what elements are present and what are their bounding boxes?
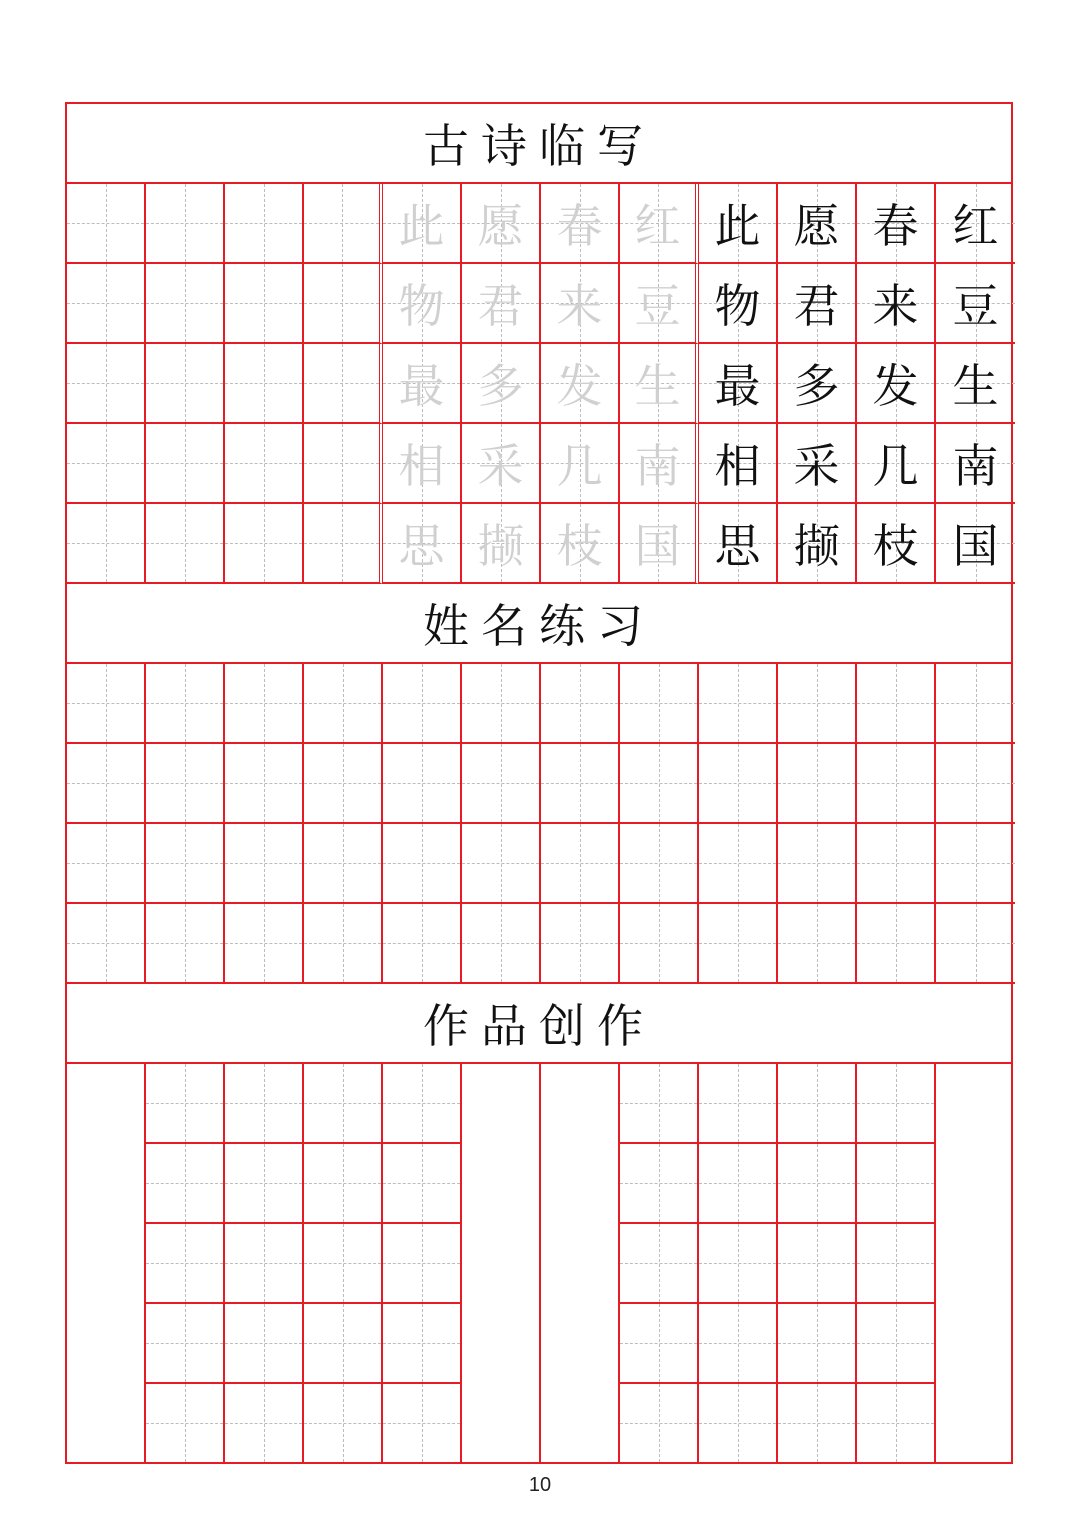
- grid-cell[interactable]: [462, 184, 541, 264]
- grid-cell[interactable]: [620, 1384, 699, 1464]
- grid-cell[interactable]: [699, 504, 778, 584]
- blank-column-strip: [541, 1064, 620, 1462]
- grid-cell[interactable]: [225, 504, 304, 584]
- grid-cell[interactable]: [67, 664, 146, 744]
- grid-cell[interactable]: [541, 504, 620, 584]
- grid-cell[interactable]: [541, 184, 620, 264]
- grid-cell[interactable]: [857, 1304, 936, 1384]
- grid-cell[interactable]: [699, 424, 778, 504]
- grid-cell[interactable]: [146, 664, 225, 744]
- grid-cell[interactable]: [936, 264, 1015, 344]
- grid-cell[interactable]: [699, 184, 778, 264]
- grid-cell[interactable]: [699, 1384, 778, 1464]
- grid-cell[interactable]: [936, 904, 1015, 984]
- grid-cell[interactable]: [383, 344, 462, 424]
- grid-cell[interactable]: [304, 424, 383, 504]
- grid-cell[interactable]: [857, 824, 936, 904]
- grid-cell[interactable]: [146, 424, 225, 504]
- model-character: 红: [952, 199, 999, 253]
- grid-cell[interactable]: [304, 264, 383, 344]
- trace-character: 豆: [634, 279, 681, 333]
- grid-cell[interactable]: [699, 664, 778, 744]
- grid-cell[interactable]: [620, 1224, 699, 1304]
- poem-copy-title: 古诗临写: [423, 119, 655, 173]
- grid-cell[interactable]: [541, 824, 620, 904]
- grid-cell[interactable]: [620, 424, 699, 504]
- model-character: 撷: [793, 519, 840, 573]
- grid-cell[interactable]: [383, 1064, 462, 1144]
- grid-cell[interactable]: [383, 504, 462, 584]
- trace-character: 此: [398, 199, 445, 253]
- grid-cell[interactable]: [778, 344, 857, 424]
- grid-cell[interactable]: [699, 1224, 778, 1304]
- grid-cell[interactable]: [146, 744, 225, 824]
- model-character: 生: [952, 359, 999, 413]
- model-character: 采: [793, 439, 840, 493]
- grid-cell[interactable]: [67, 424, 146, 504]
- grid-cell[interactable]: [225, 424, 304, 504]
- grid-cell[interactable]: [225, 904, 304, 984]
- grid-cell[interactable]: [304, 1064, 383, 1144]
- grid-cell[interactable]: [462, 504, 541, 584]
- grid-cell[interactable]: [225, 184, 304, 264]
- grid-cell[interactable]: [67, 904, 146, 984]
- grid-cell[interactable]: [778, 1384, 857, 1464]
- grid-cell[interactable]: [462, 264, 541, 344]
- name-practice-header: [67, 584, 1011, 664]
- trace-character: 国: [634, 519, 681, 573]
- grid-cell[interactable]: [225, 1064, 304, 1144]
- grid-cell[interactable]: [225, 1144, 304, 1224]
- grid-cell[interactable]: [146, 1064, 225, 1144]
- grid-cell[interactable]: [146, 904, 225, 984]
- grid-cell[interactable]: [620, 504, 699, 584]
- grid-cell[interactable]: [778, 904, 857, 984]
- grid-cell[interactable]: [462, 344, 541, 424]
- grid-cell[interactable]: [778, 264, 857, 344]
- blank-column-strip: [936, 1064, 1015, 1462]
- page-number: 10: [528, 1474, 552, 1496]
- grid-cell[interactable]: [699, 344, 778, 424]
- grid-cell[interactable]: [67, 824, 146, 904]
- model-character: 南: [952, 439, 999, 493]
- grid-cell[interactable]: [620, 344, 699, 424]
- grid-cell[interactable]: [857, 1224, 936, 1304]
- grid-cell[interactable]: [146, 1144, 225, 1224]
- grid-cell[interactable]: [225, 664, 304, 744]
- grid-cell[interactable]: [225, 1384, 304, 1464]
- grid-cell[interactable]: [146, 1384, 225, 1464]
- grid-cell[interactable]: [699, 1064, 778, 1144]
- model-character: 春: [872, 199, 919, 253]
- grid-cell[interactable]: [699, 1144, 778, 1224]
- grid-cell[interactable]: [936, 424, 1015, 504]
- trace-character: 思: [398, 519, 445, 573]
- model-character: 愿: [793, 199, 840, 253]
- model-character: 国: [952, 519, 999, 573]
- trace-character: 生: [634, 359, 681, 413]
- grid-cell[interactable]: [541, 904, 620, 984]
- trace-character: 多: [477, 359, 524, 413]
- grid-cell[interactable]: [383, 184, 462, 264]
- grid-cell[interactable]: [462, 664, 541, 744]
- grid-cell[interactable]: [383, 1144, 462, 1224]
- grid-cell[interactable]: [383, 424, 462, 504]
- grid-cell[interactable]: [304, 1384, 383, 1464]
- grid-cell[interactable]: [146, 344, 225, 424]
- grid-cell[interactable]: [778, 184, 857, 264]
- grid-cell[interactable]: [936, 184, 1015, 264]
- grid-cell[interactable]: [383, 1384, 462, 1464]
- blank-column-strip: [462, 1064, 541, 1462]
- grid-cell[interactable]: [857, 1064, 936, 1144]
- grid-cell[interactable]: [541, 344, 620, 424]
- grid-cell[interactable]: [857, 504, 936, 584]
- grid-cell[interactable]: [620, 664, 699, 744]
- grid-cell[interactable]: [67, 744, 146, 824]
- model-character: 相: [714, 439, 761, 493]
- grid-cell[interactable]: [225, 1304, 304, 1384]
- grid-cell[interactable]: [225, 824, 304, 904]
- model-character: 几: [872, 439, 919, 493]
- model-character: 最: [714, 359, 761, 413]
- grid-cell[interactable]: [304, 904, 383, 984]
- grid-cell[interactable]: [778, 1064, 857, 1144]
- grid-cell[interactable]: [857, 1144, 936, 1224]
- grid-cell[interactable]: [146, 264, 225, 344]
- grid-cell[interactable]: [620, 824, 699, 904]
- grid-cell[interactable]: [541, 744, 620, 824]
- grid-cell[interactable]: [857, 424, 936, 504]
- grid-cell[interactable]: [225, 264, 304, 344]
- grid-cell[interactable]: [67, 344, 146, 424]
- grid-cell[interactable]: [857, 744, 936, 824]
- grid-cell[interactable]: [620, 744, 699, 824]
- trace-character: 南: [634, 439, 681, 493]
- grid-cell[interactable]: [462, 744, 541, 824]
- grid-cell[interactable]: [699, 824, 778, 904]
- grid-cell[interactable]: [462, 904, 541, 984]
- trace-character: 君: [477, 279, 524, 333]
- grid-cell[interactable]: [936, 824, 1015, 904]
- trace-character: 采: [477, 439, 524, 493]
- grid-cell[interactable]: [383, 904, 462, 984]
- name-practice-title: 姓名练习: [423, 599, 655, 653]
- grid-cell[interactable]: [383, 1304, 462, 1384]
- grid-cell[interactable]: [383, 824, 462, 904]
- grid-cell[interactable]: [383, 744, 462, 824]
- grid-cell[interactable]: [699, 1304, 778, 1384]
- model-character: 此: [714, 199, 761, 253]
- grid-cell[interactable]: [304, 1144, 383, 1224]
- grid-cell[interactable]: [778, 1144, 857, 1224]
- grid-cell[interactable]: [857, 264, 936, 344]
- grid-cell[interactable]: [857, 1384, 936, 1464]
- grid-cell[interactable]: [699, 744, 778, 824]
- grid-cell[interactable]: [620, 904, 699, 984]
- model-character: 枝: [872, 519, 919, 573]
- grid-cell[interactable]: [541, 424, 620, 504]
- grid-cell[interactable]: [620, 184, 699, 264]
- model-character: 思: [714, 519, 761, 573]
- grid-cell[interactable]: [67, 264, 146, 344]
- grid-cell[interactable]: [620, 1304, 699, 1384]
- grid-cell[interactable]: [857, 344, 936, 424]
- grid-cell[interactable]: [304, 664, 383, 744]
- grid-cell[interactable]: [699, 904, 778, 984]
- grid-cell[interactable]: [146, 1304, 225, 1384]
- grid-cell[interactable]: [304, 1304, 383, 1384]
- grid-cell[interactable]: [857, 664, 936, 744]
- creation-title: 作品创作: [423, 999, 655, 1053]
- trace-character: 红: [634, 199, 681, 253]
- grid-cell[interactable]: [936, 664, 1015, 744]
- grid-cell[interactable]: [67, 184, 146, 264]
- grid-cell[interactable]: [620, 1144, 699, 1224]
- grid-cell[interactable]: [225, 744, 304, 824]
- grid-cell[interactable]: [778, 424, 857, 504]
- trace-character: 撷: [477, 519, 524, 573]
- grid-cell[interactable]: [936, 504, 1015, 584]
- grid-cell[interactable]: [383, 664, 462, 744]
- model-character: 君: [793, 279, 840, 333]
- grid-cell[interactable]: [936, 744, 1015, 824]
- grid-cell[interactable]: [67, 504, 146, 584]
- grid-cell[interactable]: [541, 664, 620, 744]
- grid-cell[interactable]: [383, 264, 462, 344]
- model-character: 物: [714, 279, 761, 333]
- creation-header: [67, 984, 1011, 1064]
- trace-character: 来: [556, 279, 603, 333]
- model-character: 多: [793, 359, 840, 413]
- trace-character: 愿: [477, 199, 524, 253]
- grid-cell[interactable]: [304, 184, 383, 264]
- model-character: 来: [872, 279, 919, 333]
- grid-cell[interactable]: [620, 264, 699, 344]
- grid-cell[interactable]: [857, 184, 936, 264]
- worksheet: [65, 102, 1013, 1464]
- grid-cell[interactable]: [778, 1224, 857, 1304]
- grid-cell[interactable]: [620, 1064, 699, 1144]
- grid-cell[interactable]: [304, 824, 383, 904]
- model-character: 发: [872, 359, 919, 413]
- trace-character: 发: [556, 359, 603, 413]
- grid-cell[interactable]: [936, 344, 1015, 424]
- model-character: 豆: [952, 279, 999, 333]
- grid-cell[interactable]: [304, 744, 383, 824]
- grid-cell[interactable]: [146, 1224, 225, 1304]
- grid-cell[interactable]: [304, 504, 383, 584]
- grid-cell[interactable]: [778, 1304, 857, 1384]
- grid-cell[interactable]: [778, 504, 857, 584]
- grid-cell[interactable]: [146, 824, 225, 904]
- grid-cell[interactable]: [778, 664, 857, 744]
- grid-cell[interactable]: [541, 264, 620, 344]
- grid-cell[interactable]: [462, 824, 541, 904]
- grid-cell[interactable]: [383, 1224, 462, 1304]
- grid-cell[interactable]: [462, 424, 541, 504]
- grid-cell[interactable]: [778, 824, 857, 904]
- grid-cell[interactable]: [225, 344, 304, 424]
- poem-copy-header: [67, 104, 1011, 184]
- trace-character: 枝: [556, 519, 603, 573]
- grid-cell[interactable]: [778, 744, 857, 824]
- grid-cell[interactable]: [304, 1224, 383, 1304]
- grid-cell[interactable]: [146, 184, 225, 264]
- grid-cell[interactable]: [304, 344, 383, 424]
- grid-cell[interactable]: [225, 1224, 304, 1304]
- trace-character: 最: [398, 359, 445, 413]
- trace-character: 春: [556, 199, 603, 253]
- grid-cell[interactable]: [857, 904, 936, 984]
- trace-character: 几: [556, 439, 603, 493]
- grid-cell[interactable]: [699, 264, 778, 344]
- blank-column-strip: [67, 1064, 146, 1462]
- grid-cell[interactable]: [146, 504, 225, 584]
- trace-character: 相: [398, 439, 445, 493]
- trace-character: 物: [398, 279, 445, 333]
